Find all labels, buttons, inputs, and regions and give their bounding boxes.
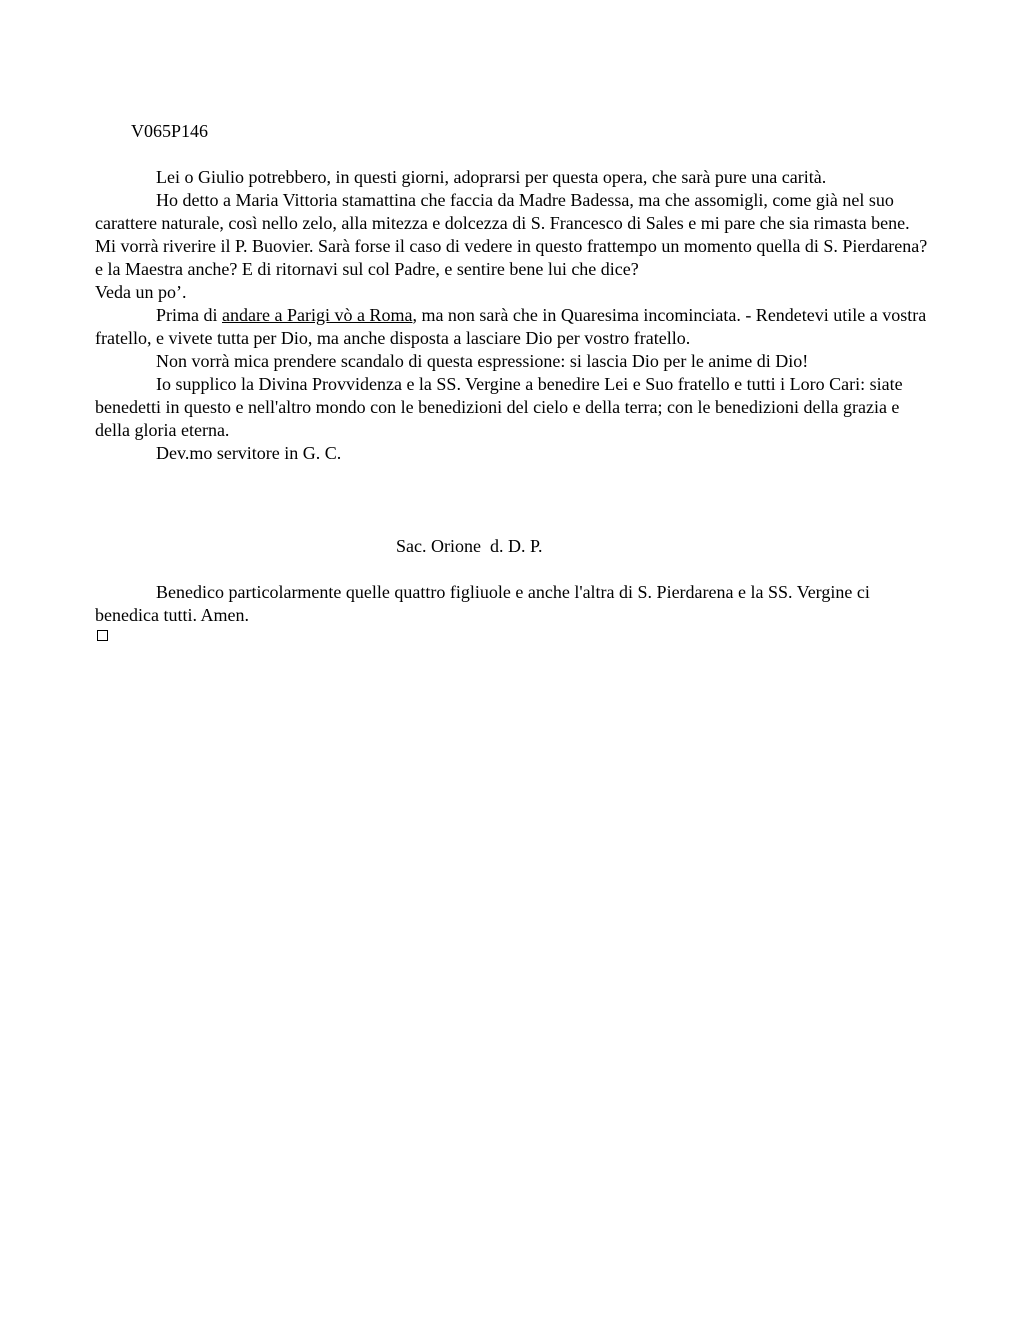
postscript (95, 581, 935, 627)
document-code: V065P146 (131, 121, 209, 141)
postscript-text: Benedico particolarmente quelle quattro figliuole e anche l'altra di S. Pierdarena e la SS. Vergine ci benedica tutti. Amen. (95, 582, 870, 625)
paragraph-5-end: , ma non sarà che in Quaresima incominciata. - Rendetevi utile a vostra fratello, e vivete tutta per Dio, ma anche disposta a lasciare Dio per vostro fratello. (95, 305, 927, 348)
paragraph-2: Ho detto a Maria Vittoria stamattina che faccia da Madre Badessa, ma che assomigli, come già nel suo carattere naturale, così nello zelo, alla mitezza e dolcezza di S. Francesco di Sales e mi pare che sia rimasta bene. (95, 190, 910, 233)
signature: Sac. Orione d. D. P. (396, 536, 543, 556)
paragraph-4: Veda un po’. (95, 282, 187, 302)
paragraph-1: Lei o Giulio potrebbero, in questi giorni, adoprarsi per questa opera, che sarà pure una carità. (156, 167, 827, 187)
paragraph-6: Non vorrà mica prendere scandalo di questa espressione: si lascia Dio per le anime di Dio! (156, 351, 809, 371)
paragraph-7: Io supplico la Divina Provvidenza e la SS. Vergine a benedire Lei e Suo fratello e tutti i Loro Cari: siate benedetti in questo e nell'altro mondo con le benedizioni del cielo e della terra; con le benedizioni della grazia e della gloria eterna. (95, 374, 903, 440)
paragraph-5 (95, 304, 935, 350)
paragraph-3: Mi vorrà riverire il P. Buovier. Sarà forse il caso di vedere in questo frattempo un momento quella di S. Pierdarena? e la Maestra anche? E di ritornavi sul col Padre, e sentire bene lui che dice? (95, 236, 928, 279)
closing-line: Dev.mo servitore in G. C. (156, 443, 342, 463)
letter-body (95, 166, 935, 465)
underlined-phrase: andare a Parigi vò a Roma (222, 305, 413, 325)
end-square-icon (97, 630, 108, 641)
paragraph-5-start: Prima di (156, 305, 222, 325)
